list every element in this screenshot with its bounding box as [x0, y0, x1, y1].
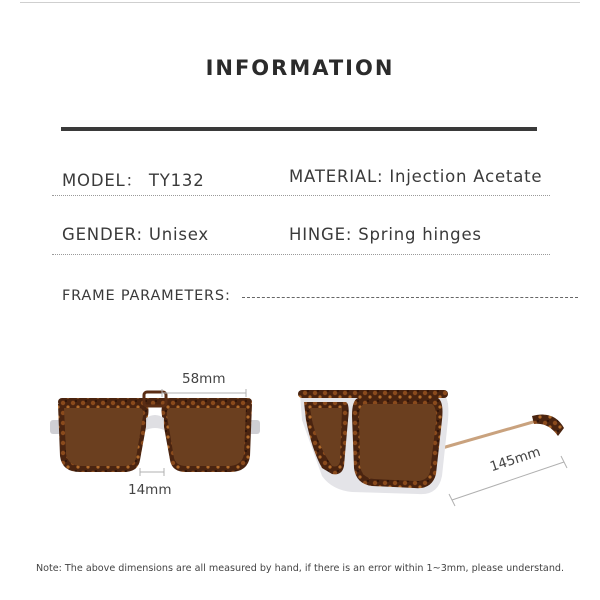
- model-label: MODEL：: [62, 171, 143, 190]
- bridge-width-line: [138, 466, 168, 478]
- hinge-field: [289, 225, 482, 244]
- frame-parameters-rule: [242, 297, 578, 298]
- lens-width-label: 58mm: [182, 371, 226, 387]
- measurement-note: Note: The above dimensions are all measured by hand, if there is an error within 1~3mm, please understand.: [35, 563, 565, 574]
- title-underline: [61, 127, 537, 131]
- row-divider: [52, 254, 550, 255]
- gender-field: [62, 225, 209, 244]
- hinge-value: Spring hinges: [358, 225, 482, 244]
- material-label: MATERIAL:: [289, 167, 384, 186]
- row-divider: [52, 195, 550, 196]
- frame-parameters-label: FRAME PARAMETERS:: [62, 288, 231, 304]
- model-field: [62, 167, 205, 191]
- material-field: [289, 167, 542, 186]
- lens-width-line: [160, 388, 250, 398]
- top-divider: [20, 2, 580, 3]
- model-value: TY132: [148, 171, 205, 190]
- gender-label: GENDER:: [62, 225, 143, 244]
- material-value: Injection Acetate: [389, 167, 543, 186]
- gender-value: Unisex: [148, 225, 209, 244]
- temple-length-label: 145mm: [488, 443, 543, 476]
- bridge-width-label: 14mm: [128, 482, 172, 498]
- hinge-label: HINGE:: [289, 225, 353, 244]
- page-title: INFORMATION: [205, 56, 395, 80]
- front-view-sunglasses-image: [40, 360, 270, 500]
